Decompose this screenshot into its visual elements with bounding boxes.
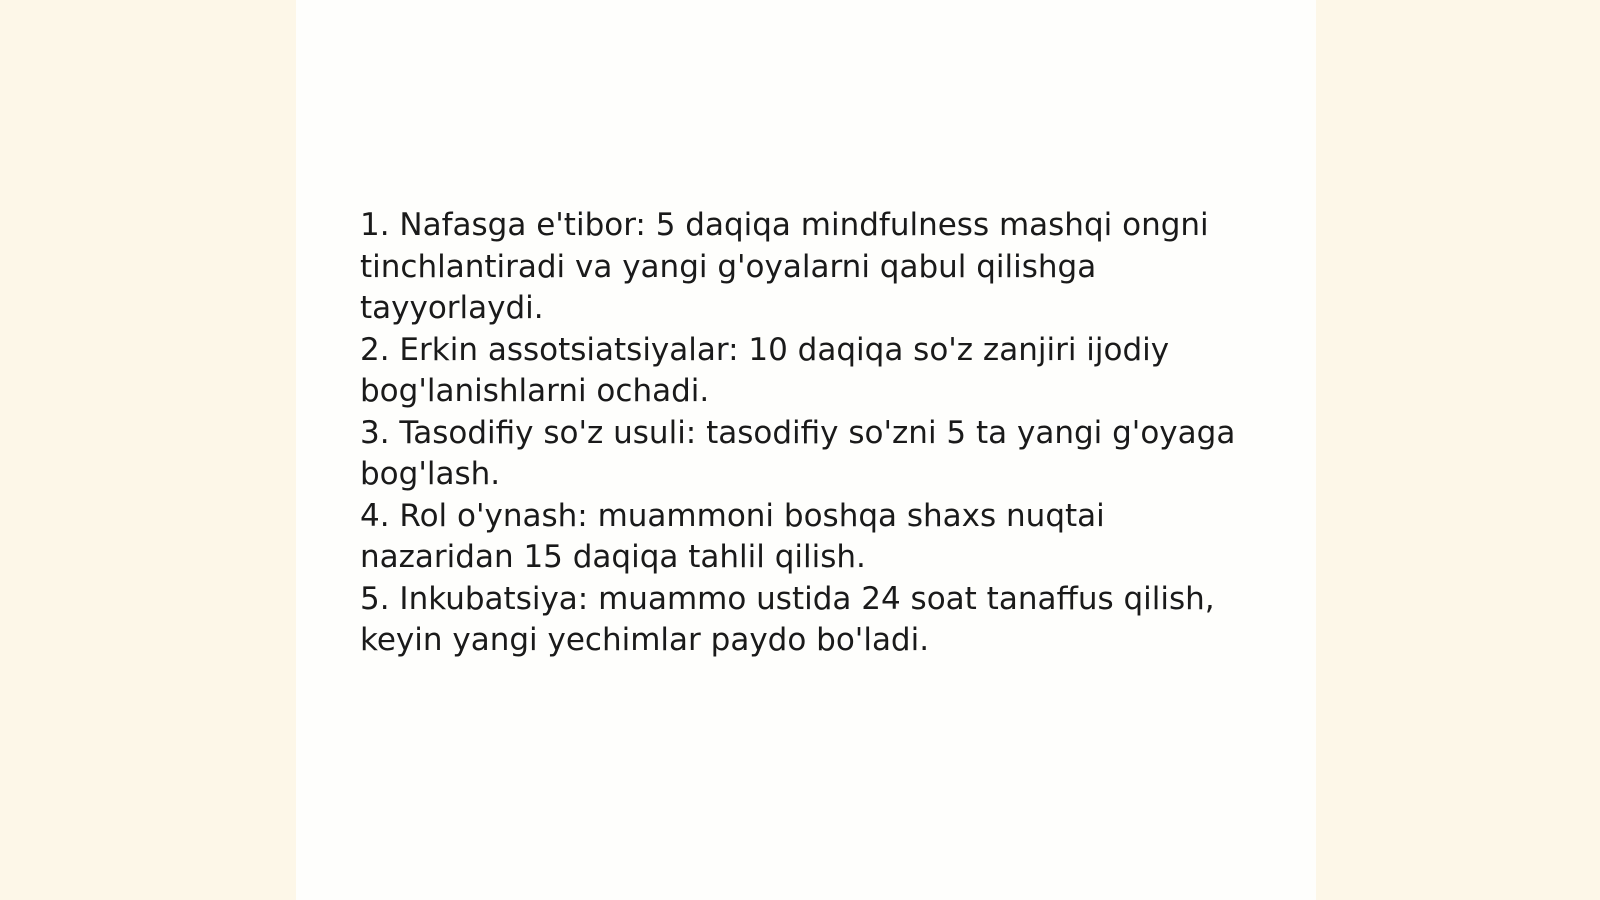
list-item: 1. Nafasga e'tibor: 5 daqiqa mindfulness mashqi ongni tinchlantiradi va yangi g'oyalarni qabul qilishga tayyorlaydi. <box>360 207 1209 326</box>
list-item: 2. Erkin assotsiatsiyalar: 10 daqiqa so'z zanjiri ijodiy bog'lanishlarni ochadi. <box>360 331 1170 409</box>
list-item: 3. Tasodifiy so'z usuli: tasodifiy so'zni 5 ta yangi g'oyaga bog'lash. <box>360 414 1236 492</box>
document-page <box>296 0 1316 900</box>
list-item: 5. Inkubatsiya: muammo ustida 24 soat tanaffus qilish, keyin yangi yechimlar paydo bo'ladi. <box>360 580 1215 658</box>
list-item: 4. Rol o'ynash: muammoni boshqa shaxs nuqtai nazaridan 15 daqiqa tahlil qilish. <box>360 497 1105 575</box>
numbered-list <box>360 205 1260 662</box>
